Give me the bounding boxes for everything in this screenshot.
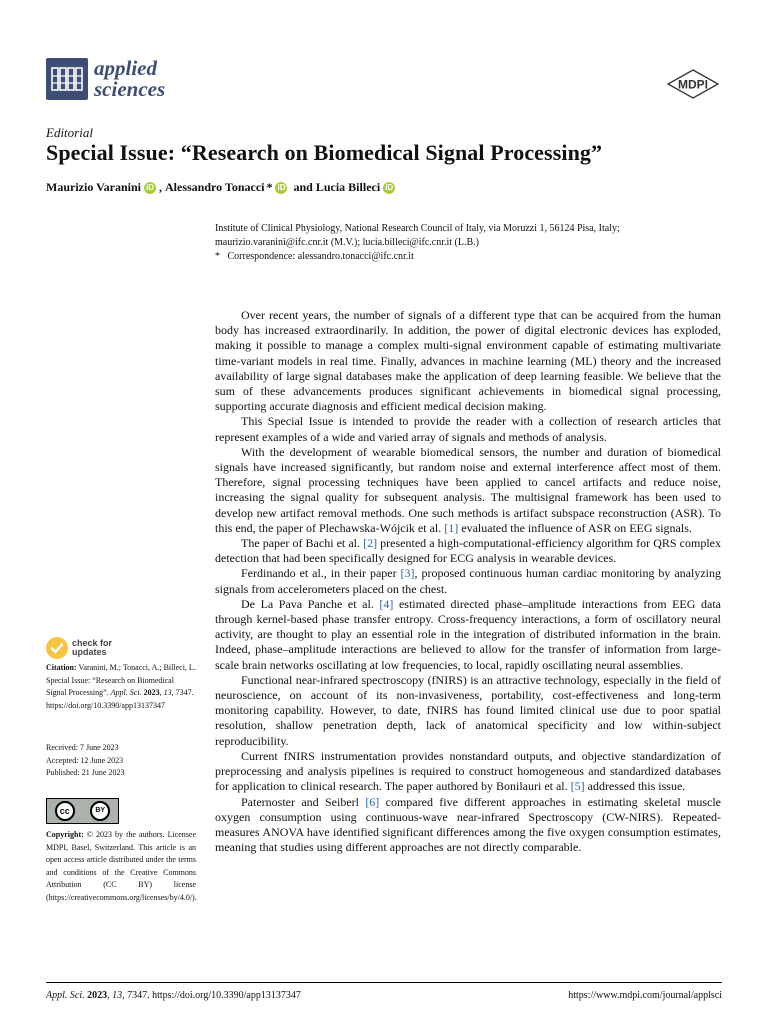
footer-citation: Appl. Sci. 2023, 13, 7347. https://doi.org/10.3390/app13137347 — [46, 990, 301, 1001]
cc-icon: cc — [55, 801, 75, 821]
reference-link[interactable]: [6] — [365, 794, 380, 809]
journal-name-line2: sciences — [94, 77, 166, 101]
paragraph: Over recent years, the number of signals of a different type that can be acquired from the human body has increased extraordinarily. In addition, the power of digital electronic devices has exploded, making it possible to manage a complex multi-signal environment capable of estimating multivariate time-variant models in real time. Finally, advances in machine learning (ML) theory and the increased availability of large signal databases make the application of deep learning feasible. We believe that the sum of these advancements produces significant achievements in biomedical signal processing, supporting accurate diagnosis and efficient medical decision making. — [215, 308, 721, 414]
footer-journal-url[interactable]: https://www.mdpi.com/journal/applsci — [568, 990, 722, 1001]
author-separator: , — [159, 180, 166, 194]
paragraph: Paternoster and Seiberl [6] compared five different approaches in estimating skeletal muscle oxygen consumption using continuous-wave near-infrared Spectroscopy (CW-NIRS). Repeated-measures ANOVA have identified significant differences among the five oxygen consumption estimates, meaning that studies using different approaches are not directly comparable. — [215, 794, 721, 855]
orcid-icon[interactable]: iD — [277, 182, 286, 192]
accepted-date: Accepted: 12 June 2023 — [46, 755, 124, 765]
by-icon: BY — [90, 801, 110, 821]
body-text — [215, 308, 721, 855]
corresponding-mark: * — [266, 180, 273, 194]
reference-link[interactable]: [3] — [400, 566, 415, 581]
article-type: Editorial — [46, 125, 93, 140]
publisher-logo — [666, 68, 720, 105]
citation-journal: Appl. Sci. — [110, 688, 142, 697]
author-name: Maurizio Varanini — [46, 180, 142, 194]
cc-by-license-badge[interactable] — [46, 798, 119, 824]
check-updates-icon — [46, 637, 68, 659]
reference-link[interactable]: [5] — [570, 779, 585, 794]
author-name: Alessandro Tonacci — [165, 180, 265, 194]
author-name: Lucia Billeci — [315, 180, 381, 194]
orcid-icon[interactable]: iD — [146, 182, 155, 192]
reference-link[interactable]: [4] — [379, 596, 394, 611]
journal-name-line1: applied — [94, 56, 157, 80]
published-date: Published: 21 June 2023 — [46, 768, 125, 777]
journal-logo-icon — [46, 58, 88, 100]
footer-divider — [46, 982, 722, 983]
orcid-icon[interactable]: iD — [385, 182, 394, 192]
citation-block: Citation: Varanini, M.; Tonacci, A.; Billeci, L. Special Issue: “Research on Biomedical Signal Processing”. Appl. Sci. 2023, 13, 7347. https://doi.org/10.3390/app13137347 — [46, 663, 196, 710]
copyright-label: Copyright: — [46, 830, 84, 839]
copyright-block: Copyright: © 2023 by the authors. Licensee MDPI, Basel, Switzerland. This article is an open access article distributed under the terms and conditions of the Creative Commons Attribution (CC BY) license (https://creativecommons.org/licenses/by/4.0/). — [46, 830, 197, 902]
paragraph: Ferdinando et al., in their paper [3], proposed continuous human cardiac monitoring by analyzing signals from accelerometers placed on the chest. — [215, 566, 721, 596]
paragraph: Current fNIRS instrumentation provides nonstandard outputs, and objective standardization of preprocessing and analysis pipelines is required to construct homogeneous and standardized databases for application to clinical research. The paper authored by Bonilauri et al. [5] addressed this issue. — [215, 748, 721, 794]
reference-link[interactable]: [1] — [444, 520, 459, 535]
affiliation-block — [215, 222, 620, 264]
journal-name — [94, 58, 165, 100]
paragraph: De La Pava Panche et al. [4] estimated directed phase–amplitude interactions from EEG data through kernel-based phase transfer entropy. Cross-frequency interactions, a form of oscillatory neural activity, are thought to play an essential role in the integration of distributed information in the brain. Indeed, phase–amplitude interactions are believed to allow for the transfer of information from large-scale brain networks oscillating at low frequencies, to local, rapidly oscillating neural assemblies. — [215, 596, 721, 672]
publisher-name: MDPI — [678, 77, 708, 92]
affiliation-emails: maurizio.varanini@ifc.cnr.it (M.V.); lucia.billeci@ifc.cnr.it (L.B.) — [215, 237, 479, 248]
author-list — [46, 180, 398, 195]
paper-title: Special Issue: “Research on Biomedical Signal Processing” — [46, 140, 603, 165]
affiliation-line: Institute of Clinical Physiology, National Research Council of Italy, via Moruzzi 1, 56124 Pisa, Italy; — [215, 223, 620, 234]
citation-label: Citation: — [46, 663, 77, 672]
received-date: Received: 7 June 2023 — [46, 743, 119, 752]
paragraph: With the development of wearable biomedical sensors, the number and duration of biomedical signals have increased significantly, but random noise and external interference affect most of them. Therefore, signal processing techniques have been applied to cancel artifacts and reduce noise, increasing the signal quality for subsequent analysis. The multisignal framework has been used to develop new artifact removal methods. One such methods is artifact subspace reconstruction (ASR). To this end, the paper of Plechawska-Wójcik et al. [1] evaluated the influence of ASR on EEG signals. — [215, 444, 721, 535]
correspondence: * Correspondence: alessandro.tonacci@ifc.cnr.it — [215, 251, 414, 262]
check-for-updates-button[interactable] — [46, 637, 112, 659]
dates-block — [46, 742, 196, 780]
paragraph: The paper of Bachi et al. [2] presented a high-computational-efficiency algorithm for QRS complex detection that had been specifically designed for ECG analysis in wearable devices. — [215, 536, 721, 566]
paragraph: This Special Issue is intended to provide the reader with a collection of research articles that represent examples of a wide and varied array of signals and methods of analysis. — [215, 414, 721, 444]
journal-logo — [46, 58, 165, 100]
paragraph: Functional near-infrared spectroscopy (fNIRS) is an attractive technology, especially in the field of neuroscience, on account of its non-invasiveness, portability, cost-effectiveness and long-term monitoring capability. However, to date, fNIRS has found limited clinical use due to poor spatial resolution, shallow penetration depth, lack of anatomical specificity and low within-subject reproducibility. — [215, 672, 721, 748]
check-updates-label: check for updates — [72, 638, 113, 657]
author-separator: and — [290, 180, 316, 194]
reference-link[interactable]: [2] — [363, 536, 378, 551]
